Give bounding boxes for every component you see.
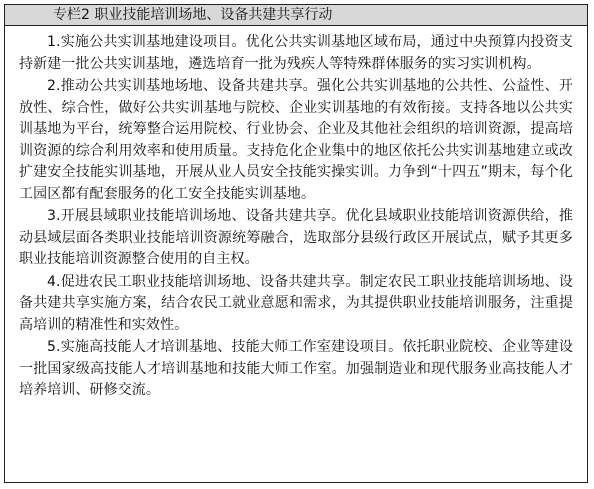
column-title: 专栏2 职业技能培训场地、设备共建共享行动	[5, 5, 587, 26]
column-content	[5, 26, 587, 402]
column-box	[4, 4, 588, 483]
paragraph-1: 1.实施公共实训基地建设项目。优化公共实训基地区域布局，通过中央预算内投资支持新建一批公共实训基地，遴选培育一批为残疾人等特殊群体服务的实习实训机构。	[19, 34, 573, 72]
paragraph-3: 3.开展县域职业技能培训场地、设备共建共享。优化县域职业技能培训资源供给，推动县域层面各类职业技能培训资源统筹融合，选取部分县级行政区开展试点，赋予其更多职业技能培训资源整合使用的自主权。	[19, 208, 573, 267]
paragraph-2: 2.推动公共实训基地场地、设备共建共享。强化公共实训基地的公共性、公益性、开放性、综合性，做好公共实训基地与院校、企业实训基地的有效衔接。支持各地以公共实训基地为平台，统筹整合运用院校、行业协会、企业及其他社会组织的培训资源，提高培训资源的综合利用效率和使用质量。支持危化企业集中的地区依托公共实训基地建立或改扩建安全技能实训基地，开展从业人员安全技能实操实训。力争到“十四五”期末，每个化工园区都有配套服务的化工安全技能实训基地。	[19, 78, 573, 202]
paragraph-4: 4.促进农民工职业技能培训场地、设备共建共享。制定农民工职业技能培训场地、设备共建共享实施方案，结合农民工就业意愿和需求，为其提供职业技能培训服务，注重提高培训的精准性和实效性。	[19, 273, 573, 333]
paragraph-5: 5.实施高技能人才培训基地、技能大师工作室建设项目。依托职业院校、企业等建设一批国家级高技能人才培训基地和技能大师工作室。加强制造业和现代服务业高技能人才培养培训、研修交流。	[19, 339, 573, 398]
